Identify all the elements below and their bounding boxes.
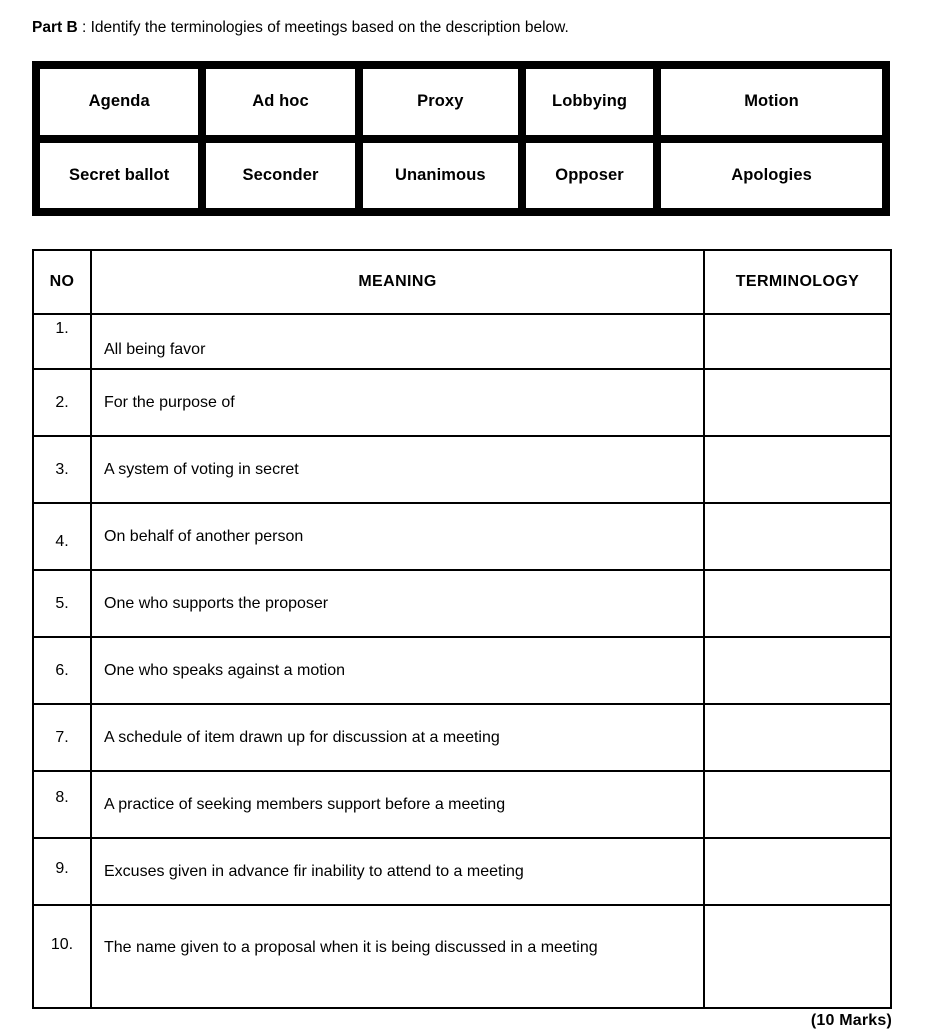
word-option[interactable]: Motion (659, 67, 884, 137)
row-number: 10. (33, 905, 91, 1008)
header-meaning: MEANING (91, 250, 704, 314)
row-number: 7. (33, 704, 91, 771)
row-meaning: One who supports the proposer (91, 570, 704, 637)
marks-label: (10 Marks) (810, 1012, 892, 1029)
table-row (33, 369, 891, 436)
row-terminology-answer[interactable] (704, 905, 891, 1008)
table-row (33, 637, 891, 704)
word-option[interactable]: Secret ballot (38, 141, 200, 211)
row-meaning: One who speaks against a motion (91, 637, 704, 704)
row-number: 2. (33, 369, 91, 436)
word-option[interactable]: Lobbying (524, 67, 655, 137)
word-bank-grid (37, 66, 885, 211)
row-terminology-answer[interactable] (704, 570, 891, 637)
row-meaning: For the purpose of (91, 369, 704, 436)
row-terminology-answer[interactable] (704, 503, 891, 570)
row-terminology-answer[interactable] (704, 436, 891, 503)
row-meaning: The name given to a proposal when it is being discussed in a meeting (91, 905, 704, 1008)
row-terminology-answer[interactable] (704, 704, 891, 771)
word-option[interactable]: Apologies (659, 141, 884, 211)
row-terminology-answer[interactable] (704, 838, 891, 905)
row-terminology-answer[interactable] (704, 314, 891, 369)
table-row (33, 570, 891, 637)
instruction-separator: : (77, 19, 91, 36)
word-option[interactable]: Unanimous (361, 141, 520, 211)
terminology-table (32, 249, 892, 1009)
table-row (33, 838, 891, 905)
row-meaning: Excuses given in advance fir inability to attend to a meeting (91, 838, 704, 905)
row-meaning: A practice of seeking members support before a meeting (91, 771, 704, 838)
part-label: Part B (32, 19, 78, 36)
header-no: NO (33, 250, 91, 314)
row-meaning: On behalf of another person (91, 503, 704, 570)
row-number: 4. (33, 503, 91, 570)
instruction-description: Identify the terminologies of meetings based on the description below. (90, 19, 569, 36)
word-option[interactable]: Ad hoc (204, 67, 356, 137)
table-row (33, 314, 891, 369)
table-row (33, 704, 891, 771)
table-row (33, 503, 891, 570)
row-meaning: A schedule of item drawn up for discussion at a meeting (91, 704, 704, 771)
row-number: 1. (33, 314, 91, 369)
row-meaning: A system of voting in secret (91, 436, 704, 503)
row-terminology-answer[interactable] (704, 369, 891, 436)
word-option[interactable]: Agenda (38, 67, 200, 137)
row-terminology-answer[interactable] (704, 771, 891, 838)
row-terminology-answer[interactable] (704, 637, 891, 704)
row-number: 3. (33, 436, 91, 503)
table-header-row (33, 250, 891, 314)
table-row (33, 905, 891, 1008)
table-row (33, 771, 891, 838)
row-number: 5. (33, 570, 91, 637)
word-bank (32, 61, 890, 216)
instruction-line (32, 18, 569, 38)
header-terminology: TERMINOLOGY (704, 250, 891, 314)
word-option[interactable]: Opposer (524, 141, 655, 211)
row-number: 9. (33, 838, 91, 905)
word-option[interactable]: Seconder (204, 141, 356, 211)
table-row (33, 436, 891, 503)
row-number: 6. (33, 637, 91, 704)
row-number: 8. (33, 771, 91, 838)
row-meaning: All being favor (91, 314, 704, 369)
word-option[interactable]: Proxy (361, 67, 520, 137)
